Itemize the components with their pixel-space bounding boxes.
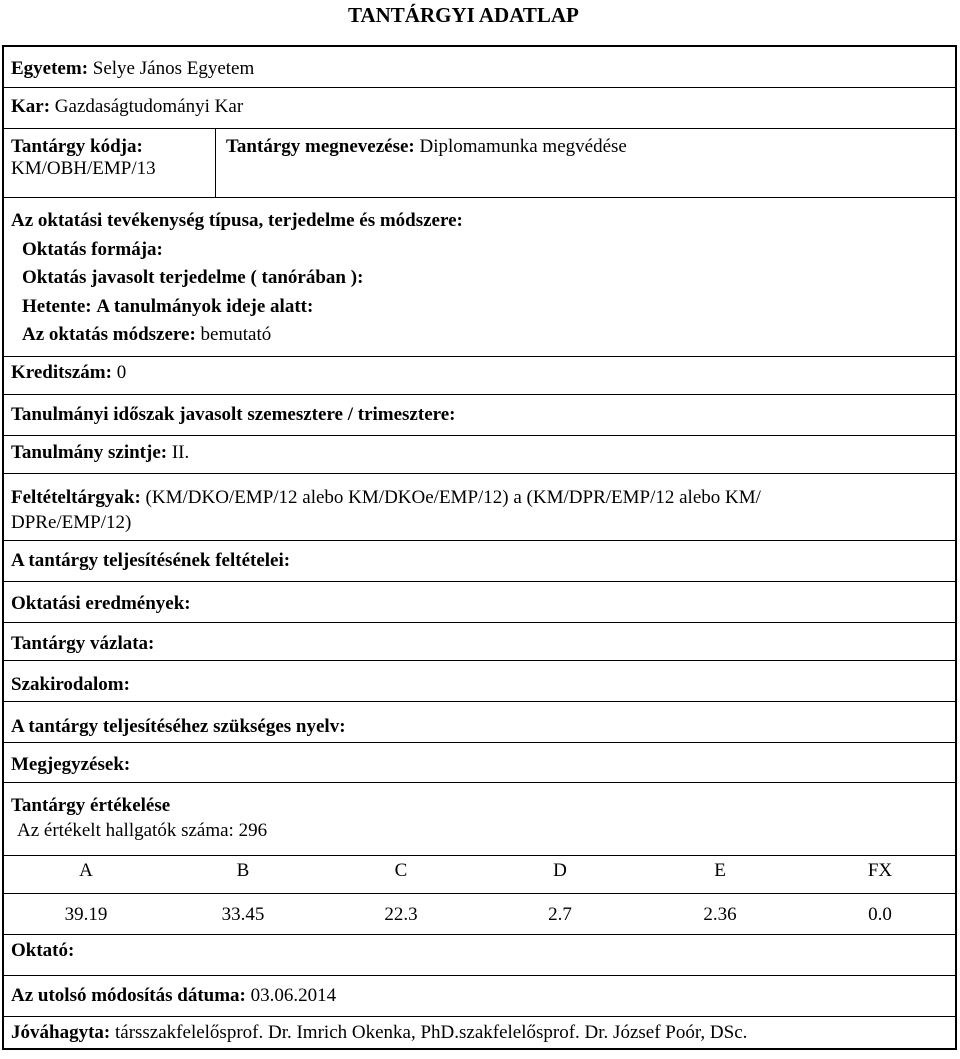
grade-header-a: A: [79, 860, 93, 881]
conditions-row: [4, 541, 955, 582]
teaching-scope-label: Oktatás javasolt terjedelme ( tanórában ):: [22, 267, 364, 288]
faculty-label: Kar:: [11, 96, 51, 117]
grade-header-row: [4, 860, 955, 890]
teaching-activity-row: [4, 198, 955, 357]
conditions-label: A tantárgy teljesítésének feltételei:: [11, 550, 291, 571]
grade-header-divider: [4, 893, 955, 894]
faculty-value: Gazdaságtudományi Kar: [54, 96, 244, 117]
weekly-label: Hetente:: [22, 295, 92, 317]
last-modified-row: [4, 976, 955, 1017]
course-name-value: Diplomamunka megvédése: [419, 136, 627, 157]
course-name-label: Tantárgy megnevezése:: [226, 136, 415, 157]
level-row: [4, 436, 955, 474]
grade-header-e: E: [714, 860, 726, 881]
approved-label: Jóváhagyta:: [11, 1022, 111, 1043]
grade-value-a: 39.19: [64, 904, 108, 925]
outcomes-label: Oktatási eredmények:: [11, 593, 191, 614]
course-code-label: Tantárgy kódja:: [11, 136, 143, 157]
notes-row: [4, 743, 955, 783]
outline-row: [4, 623, 955, 661]
grade-value-row: [4, 904, 955, 930]
course-data-sheet: [2, 45, 957, 1050]
prerequisites-label: Feltételtárgyak:: [11, 487, 141, 508]
course-code-row: [4, 129, 955, 198]
evaluation-heading: Tantárgy értékelése: [11, 795, 171, 816]
semester-row: [4, 395, 955, 436]
evaluation-row: [4, 783, 955, 935]
method-label: Az oktatás módszere:: [22, 324, 196, 345]
literature-row: [4, 661, 955, 702]
approved-row: [4, 1017, 955, 1048]
level-value: II.: [171, 442, 190, 463]
grade-header-c: C: [394, 860, 408, 881]
language-label: A tantárgy teljesítéséhez szükséges nyelv:: [11, 716, 346, 737]
teaching-heading: Az oktatási tevékenység típusa, terjedelme és módszere:: [11, 210, 463, 231]
grade-header-d: D: [553, 860, 567, 881]
teaching-form-label: Oktatás formája:: [22, 238, 163, 260]
grade-value-d: 2.7: [548, 904, 572, 925]
university-value: Selye János Egyetem: [92, 58, 255, 79]
level-label: Tanulmány szintje:: [11, 442, 168, 463]
credits-label: Kreditszám:: [11, 362, 112, 383]
outcomes-row: [4, 582, 955, 623]
last-modified-label: Az utolsó módosítás dátuma:: [11, 985, 246, 1006]
grade-value-e: 2.36: [703, 904, 737, 925]
teacher-label: Oktató:: [11, 940, 75, 961]
grade-header-fx: FX: [867, 860, 893, 881]
grade-value-c: 22.3: [384, 904, 418, 925]
language-row: [4, 702, 955, 743]
outline-label: Tantárgy vázlata:: [11, 633, 155, 654]
prerequisites-value-line1: (KM/DKO/EMP/12 alebo KM/DKOe/EMP/12) a (KM/DPR/EMP/12 alebo KM/: [145, 487, 761, 508]
credits-row: [4, 357, 955, 395]
grade-header-b: B: [236, 860, 250, 881]
grade-value-b: 33.45: [221, 904, 265, 925]
approved-value: társszakfelelősprof. Dr. Imrich Okenka, PhD.szakfelelősprof. Dr. József Poór, DSc.: [114, 1022, 748, 1043]
prerequisites-row: [4, 474, 955, 541]
course-name-cell: [226, 136, 627, 158]
semester-label: Tanulmányi időszak javasolt szemesztere / trimesztere:: [11, 404, 456, 425]
total-label: A tanulmányok ideje alatt:: [96, 295, 314, 317]
faculty-row: [4, 88, 955, 129]
literature-label: Szakirodalom:: [11, 674, 130, 695]
grade-value-fx: 0.0: [868, 904, 892, 925]
teacher-row: [4, 935, 955, 976]
course-code-value: KM/OBH/EMP/13: [11, 158, 156, 179]
notes-label: Megjegyzések:: [11, 754, 131, 775]
credits-value: 0: [116, 362, 127, 383]
evaluated-count: Az értékelt hallgatók száma: 296: [17, 820, 268, 841]
last-modified-value: 03.06.2014: [250, 985, 337, 1006]
document-title: TANTÁRGYI ADATLAP: [348, 3, 579, 27]
method-value: bemutató: [200, 324, 272, 345]
grade-table: [4, 855, 955, 935]
university-label: Egyetem:: [11, 58, 89, 79]
prerequisites-value-line2: DPRe/EMP/12): [11, 512, 132, 533]
course-code-cell: [4, 129, 216, 197]
university-row: [4, 47, 955, 88]
